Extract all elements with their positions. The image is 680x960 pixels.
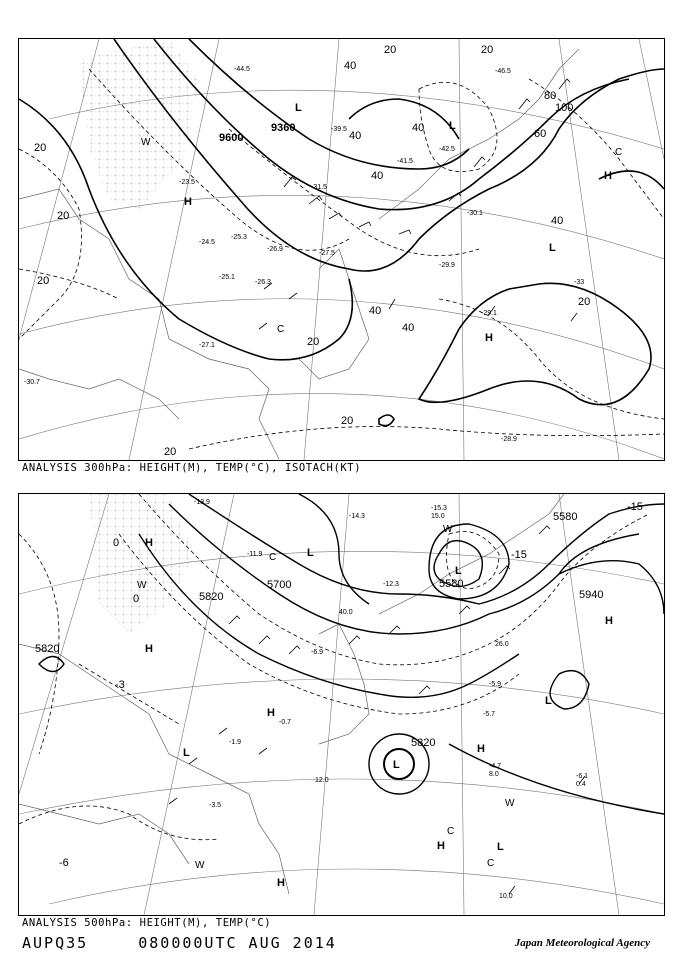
- high-pressure-center: H: [145, 643, 153, 655]
- station-value: 15.0: [431, 513, 445, 520]
- station-value: -11.9: [247, 551, 263, 558]
- high-pressure-center: H: [277, 877, 285, 889]
- isotach-label: 40: [402, 322, 415, 334]
- isotach-label: 40: [344, 60, 357, 72]
- temperature-label: -6: [59, 857, 69, 869]
- high-pressure-center: H: [477, 743, 485, 755]
- temperature-label: -26.9: [267, 246, 283, 253]
- station-value: -5.9: [489, 681, 502, 688]
- map-500hpa: [18, 493, 665, 916]
- station-value: -12.3: [383, 581, 399, 588]
- station-value: -6.9: [311, 649, 324, 656]
- temperature-label: -15: [627, 501, 643, 513]
- isotach-label: 20: [37, 275, 50, 287]
- station-value: -1.9: [229, 739, 242, 746]
- caption-300hpa: ANALYSIS 300hPa: HEIGHT(M), TEMP(°C), ISOTACH(KT): [22, 462, 362, 474]
- cold-center: C: [487, 858, 495, 869]
- station-value: 8.0: [489, 771, 499, 778]
- low-pressure-center: L: [295, 102, 302, 114]
- high-pressure-center: H: [437, 840, 445, 852]
- warm-center: W: [443, 524, 453, 535]
- wind-barbs: [169, 526, 585, 894]
- station-value: -0.7: [279, 719, 292, 726]
- height-label: 5940: [579, 589, 604, 601]
- temperature-label: -41.5: [397, 158, 413, 165]
- agency-name: Japan Meteorological Agency: [514, 937, 650, 949]
- temperature-label: -29.9: [439, 262, 455, 269]
- temperature-label: -30.7: [24, 379, 40, 386]
- low-pressure-center: L: [549, 242, 556, 254]
- high-pressure-center: H: [145, 537, 153, 549]
- map-300hpa: [18, 38, 665, 461]
- low-pressure-center: L: [449, 120, 456, 132]
- temperature-label: -28.9: [501, 436, 517, 443]
- temperature-label: -25.1: [219, 274, 235, 281]
- height-label: 5580: [553, 511, 578, 523]
- temperature-label: -25.3: [231, 234, 247, 241]
- temperature-label: -3: [115, 679, 125, 691]
- station-value: 0.4: [576, 781, 586, 788]
- temperature-label: -24.5: [199, 239, 215, 246]
- temperature-label: -26.3: [255, 279, 271, 286]
- high-pressure-center: H: [184, 196, 192, 208]
- height-label: 9600: [219, 132, 244, 144]
- high-pressure-center: H: [485, 332, 493, 344]
- isotach-label: 80: [544, 90, 557, 102]
- station-value: -14.3: [349, 513, 365, 520]
- isotach-label: 20: [307, 336, 320, 348]
- temperature-label: -46.5: [495, 68, 511, 75]
- height-label: 5700: [267, 579, 292, 591]
- isotach-label: 40: [369, 305, 382, 317]
- pressure-center-group: [137, 524, 613, 889]
- station-value: 40.0: [339, 609, 353, 616]
- height-label: 9360: [271, 122, 296, 134]
- isotach-label: 20: [57, 210, 70, 222]
- low-pressure-center: L: [183, 747, 190, 759]
- product-code: AUPQ35: [22, 934, 89, 952]
- low-pressure-center: L: [497, 841, 504, 853]
- product-header: [22, 934, 337, 952]
- warm-center: W: [137, 580, 147, 591]
- temperature-label: -29.1: [481, 310, 497, 317]
- high-pressure-center: H: [604, 170, 612, 182]
- isotach-label: 20: [384, 44, 397, 56]
- isotach-label: 60: [534, 128, 547, 140]
- isotach-label: 20: [341, 415, 354, 427]
- isotach-label: 40: [412, 122, 425, 134]
- temperature-label: -27.1: [199, 342, 215, 349]
- temperature-label: 0: [113, 537, 120, 549]
- station-value: -4.7: [489, 763, 502, 770]
- isotach-label: 100: [555, 102, 574, 114]
- terrain-hatch: [89, 494, 194, 634]
- cold-center: C: [447, 826, 455, 837]
- low-pressure-center: L: [455, 565, 462, 577]
- temperature-label: -42.5: [439, 146, 455, 153]
- map-500hpa-canvas: [19, 494, 664, 915]
- isotach-label: 20: [164, 446, 177, 458]
- station-value: 10.0: [499, 893, 513, 900]
- temperature-label: -33: [574, 279, 585, 286]
- warm-center: W: [505, 798, 515, 809]
- low-pressure-center: L: [307, 547, 314, 559]
- valid-time: 080000UTC AUG 2014: [138, 934, 337, 952]
- temperature-label: -31.5: [311, 184, 327, 191]
- warm-center: W: [141, 137, 151, 148]
- isotach-label: 40: [371, 170, 384, 182]
- temperature-label: 0: [133, 593, 140, 605]
- isotach-label: 20: [481, 44, 494, 56]
- low-pressure-center: L: [545, 695, 552, 707]
- isotach-label: 40: [551, 215, 564, 227]
- map-300hpa-canvas: [19, 39, 664, 460]
- high-pressure-center: H: [267, 707, 275, 719]
- cold-center: C: [615, 147, 623, 158]
- height-label: 5580: [439, 578, 464, 590]
- station-value: 12.0: [315, 777, 329, 784]
- station-value: -3.5: [209, 802, 222, 809]
- height-label: 5820: [35, 643, 60, 655]
- isotach-label: 20: [578, 296, 591, 308]
- station-value: -15.3: [431, 505, 447, 512]
- temperature-label: -30.1: [467, 210, 483, 217]
- height-label: 5820: [411, 737, 436, 749]
- temperature-label: -23.5: [179, 179, 195, 186]
- temperature-label: -39.5: [331, 126, 347, 133]
- station-value: -5.7: [483, 711, 496, 718]
- isotach-label: 20: [34, 142, 47, 154]
- low-pressure-center: L: [393, 759, 400, 771]
- cold-center: C: [269, 552, 277, 563]
- caption-500hpa: ANALYSIS 500hPa: HEIGHT(M), TEMP(°C): [22, 917, 272, 929]
- high-pressure-center: H: [605, 615, 613, 627]
- temperature-label: -27.5: [319, 250, 335, 257]
- height-label: 5820: [199, 591, 224, 603]
- station-value: -13.9: [194, 499, 210, 506]
- station-value: 26.0: [495, 641, 509, 648]
- station-value: -6.1: [576, 773, 589, 780]
- temperature-label: -44.5: [234, 66, 250, 73]
- cold-center: C: [277, 324, 285, 335]
- wind-barbs: [259, 79, 577, 329]
- station-value-group: [194, 499, 588, 900]
- warm-center: W: [195, 860, 205, 871]
- temperature-label: -15: [511, 549, 527, 561]
- isotach-label: 40: [349, 130, 362, 142]
